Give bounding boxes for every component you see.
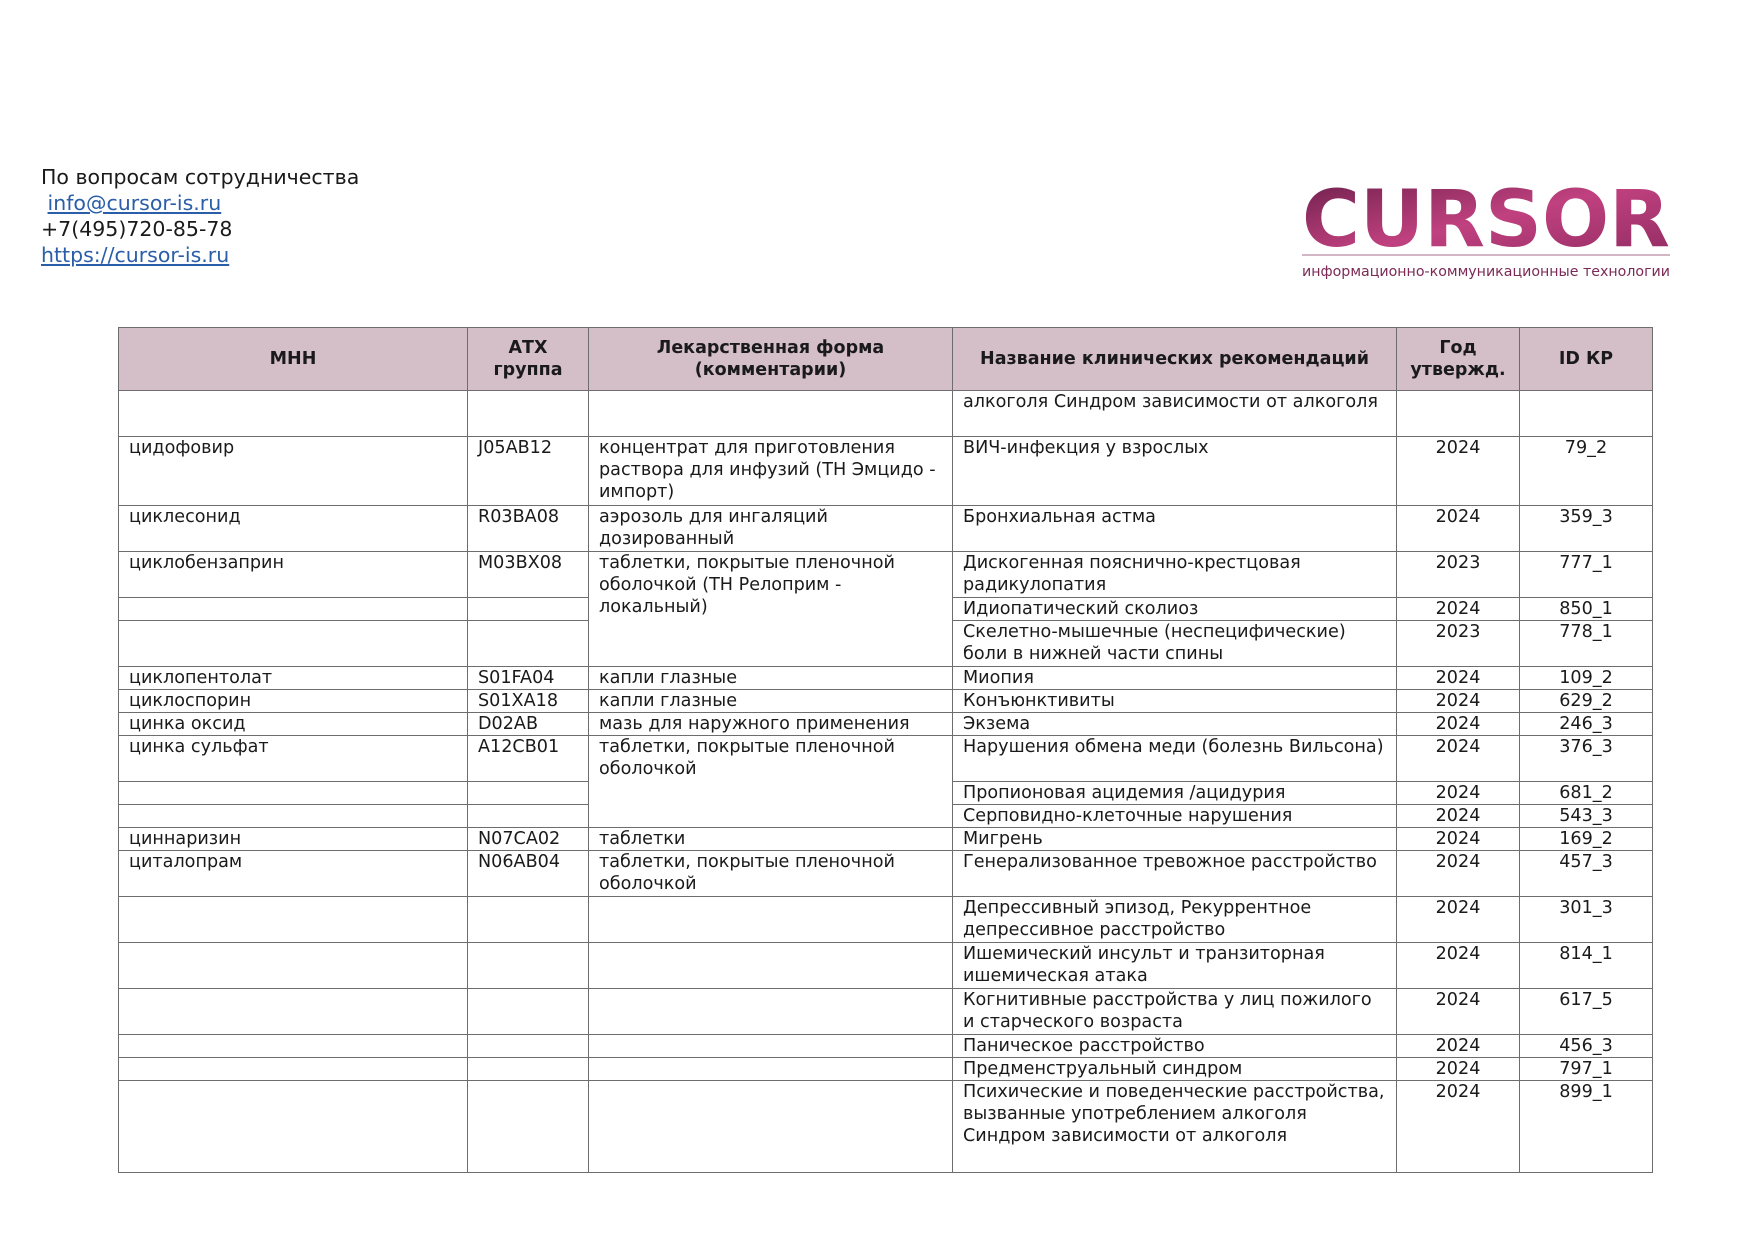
cell-year: 2023: [1397, 552, 1520, 598]
table-row: [119, 851, 1653, 897]
table-row: [119, 989, 1653, 1035]
cell-recommendation: Серповидно-клеточные нарушения: [953, 805, 1397, 828]
cell-atx: A12CB01: [468, 736, 589, 782]
cell-mnn: циклобензаприн: [119, 552, 468, 598]
contact-email-link[interactable]: info@cursor-is.ru: [47, 191, 222, 215]
cell-recommendation: Скелетно-мышечные (неспецифические) боли в нижней части спины: [953, 621, 1397, 667]
table-row: [119, 1035, 1653, 1058]
cell-id: 814_1: [1520, 943, 1653, 989]
cell-atx: [468, 782, 589, 805]
cell-recommendation: Бронхиальная астма: [953, 506, 1397, 552]
cell-form: капли глазные: [589, 667, 953, 690]
cell-year: [1397, 391, 1520, 437]
cell-year: 2024: [1397, 437, 1520, 506]
cell-atx: [468, 1058, 589, 1081]
cell-year: 2024: [1397, 1035, 1520, 1058]
cell-id: 629_2: [1520, 690, 1653, 713]
contact-site-link[interactable]: https://cursor-is.ru: [41, 243, 230, 267]
cell-year: 2024: [1397, 736, 1520, 782]
cell-year: 2024: [1397, 690, 1520, 713]
cell-atx: [468, 943, 589, 989]
cell-mnn: [119, 1058, 468, 1081]
cell-form: [589, 897, 953, 943]
cell-mnn: [119, 782, 468, 805]
table-row: [119, 391, 1653, 437]
header-atx: АТХ группа: [468, 328, 589, 391]
cell-mnn: [119, 1035, 468, 1058]
cell-year: 2024: [1397, 1058, 1520, 1081]
table-row: [119, 897, 1653, 943]
cell-year: 2024: [1397, 782, 1520, 805]
header-id: ID КР: [1520, 328, 1653, 391]
cell-year: 2024: [1397, 598, 1520, 621]
cell-mnn: цидофовир: [119, 437, 468, 506]
cell-id: 456_3: [1520, 1035, 1653, 1058]
cell-mnn: [119, 989, 468, 1035]
cell-year: 2024: [1397, 667, 1520, 690]
cell-id: 359_3: [1520, 506, 1653, 552]
cell-form: [589, 989, 953, 1035]
cell-atx: S01XA18: [468, 690, 589, 713]
cell-recommendation: Дискогенная пояснично-крестцовая радикулопатия: [953, 552, 1397, 598]
cell-form: таблетки, покрытые пленочной оболочкой: [589, 736, 953, 828]
cell-form: таблетки: [589, 828, 953, 851]
table-row: [119, 506, 1653, 552]
cell-id: 850_1: [1520, 598, 1653, 621]
header-form: Лекарственная форма (комментарии): [589, 328, 953, 391]
cell-mnn: [119, 943, 468, 989]
cell-id: [1520, 391, 1653, 437]
cell-mnn: цинка сульфат: [119, 736, 468, 782]
cell-recommendation: Ишемический инсульт и транзиторная ишемическая атака: [953, 943, 1397, 989]
cell-mnn: цинка оксид: [119, 713, 468, 736]
cell-year: 2024: [1397, 1081, 1520, 1173]
cell-id: 376_3: [1520, 736, 1653, 782]
contact-phone: +7(495)720-85-78: [41, 217, 233, 241]
cell-recommendation: ВИЧ-инфекция у взрослых: [953, 437, 1397, 506]
cell-id: 457_3: [1520, 851, 1653, 897]
table-row: [119, 1081, 1653, 1173]
cell-form: мазь для наружного применения: [589, 713, 953, 736]
contact-heading: По вопросам сотрудничества: [41, 165, 360, 189]
cell-atx: R03BA08: [468, 506, 589, 552]
cell-recommendation: Когнитивные расстройства у лиц пожилого и старческого возраста: [953, 989, 1397, 1035]
cell-form: капли глазные: [589, 690, 953, 713]
cell-form: [589, 391, 953, 437]
cell-year: 2024: [1397, 805, 1520, 828]
cell-year: 2024: [1397, 828, 1520, 851]
cell-id: 797_1: [1520, 1058, 1653, 1081]
recommendations-table: [118, 327, 1653, 1173]
cell-recommendation: Нарушения обмена меди (болезнь Вильсона): [953, 736, 1397, 782]
cell-form: таблетки, покрытые пленочной оболочкой: [589, 851, 953, 897]
cell-mnn: [119, 621, 468, 667]
cell-atx: [468, 897, 589, 943]
cell-atx: [468, 391, 589, 437]
cell-form: аэрозоль для ингаляций дозированный: [589, 506, 953, 552]
cell-id: 617_5: [1520, 989, 1653, 1035]
cursor-logo: [1302, 178, 1674, 290]
cell-id: 109_2: [1520, 667, 1653, 690]
header-recommendation: Название клинических рекомендаций: [953, 328, 1397, 391]
cell-atx: [468, 989, 589, 1035]
cell-mnn: циклесонид: [119, 506, 468, 552]
cell-id: 543_3: [1520, 805, 1653, 828]
cell-mnn: циннаризин: [119, 828, 468, 851]
cell-recommendation: Миопия: [953, 667, 1397, 690]
cell-id: 79_2: [1520, 437, 1653, 506]
cell-atx: N07CA02: [468, 828, 589, 851]
table-header-row: [119, 328, 1653, 391]
table-row: [119, 690, 1653, 713]
cell-atx: J05AB12: [468, 437, 589, 506]
cell-year: 2024: [1397, 506, 1520, 552]
cell-recommendation: Мигрень: [953, 828, 1397, 851]
table-row: [119, 713, 1653, 736]
cell-mnn: [119, 805, 468, 828]
table-row: [119, 437, 1653, 506]
cell-atx: [468, 621, 589, 667]
cell-year: 2024: [1397, 897, 1520, 943]
logo-tagline: информационно-коммуникационные технологии: [1302, 264, 1670, 280]
cell-year: 2024: [1397, 943, 1520, 989]
cell-mnn: циклоспорин: [119, 690, 468, 713]
cell-recommendation: Идиопатический сколиоз: [953, 598, 1397, 621]
cell-atx: D02AB: [468, 713, 589, 736]
table-row: [119, 552, 1653, 598]
cell-recommendation: Конъюнктивиты: [953, 690, 1397, 713]
cell-atx: [468, 598, 589, 621]
cell-mnn: [119, 897, 468, 943]
cell-id: 778_1: [1520, 621, 1653, 667]
cell-mnn: [119, 1081, 468, 1173]
logo-graphic: [1302, 178, 1674, 290]
table-row: [119, 667, 1653, 690]
header-mnn: МНН: [119, 328, 468, 391]
cell-form: [589, 1058, 953, 1081]
table-row: [119, 828, 1653, 851]
contact-block: [41, 164, 359, 268]
cell-recommendation: алкоголя Синдром зависимости от алкоголя: [953, 391, 1397, 437]
cell-atx: M03BX08: [468, 552, 589, 598]
cell-atx: S01FA04: [468, 667, 589, 690]
cell-mnn: циталопрам: [119, 851, 468, 897]
cell-atx: [468, 805, 589, 828]
cell-year: 2024: [1397, 713, 1520, 736]
cell-id: 246_3: [1520, 713, 1653, 736]
cell-recommendation: Депрессивный эпизод, Рекуррентное депрессивное расстройство: [953, 897, 1397, 943]
cell-form: [589, 1035, 953, 1058]
cell-recommendation: Пропионовая ацидемия /ацидурия: [953, 782, 1397, 805]
cell-atx: [468, 1081, 589, 1173]
cell-recommendation: Генерализованное тревожное расстройство: [953, 851, 1397, 897]
cell-id: 301_3: [1520, 897, 1653, 943]
cell-form: [589, 1081, 953, 1173]
cell-mnn: циклопентолат: [119, 667, 468, 690]
table-row: [119, 1058, 1653, 1081]
cell-form: [589, 943, 953, 989]
cell-year: 2023: [1397, 621, 1520, 667]
cell-mnn: [119, 598, 468, 621]
cell-atx: N06AB04: [468, 851, 589, 897]
cell-id: 681_2: [1520, 782, 1653, 805]
cell-id: 899_1: [1520, 1081, 1653, 1173]
cell-year: 2024: [1397, 989, 1520, 1035]
cell-form: концентрат для приготовления раствора для инфузий (ТН Эмцидо - импорт): [589, 437, 953, 506]
cell-atx: [468, 1035, 589, 1058]
logo-wordmark: CURSOR: [1302, 178, 1670, 265]
cell-year: 2024: [1397, 851, 1520, 897]
cell-recommendation: Экзема: [953, 713, 1397, 736]
cell-form: таблетки, покрытые пленочной оболочкой (ТН Релоприм - локальный): [589, 552, 953, 667]
table-row: [119, 736, 1653, 782]
table-row: [119, 943, 1653, 989]
cell-recommendation: Предменструальный синдром: [953, 1058, 1397, 1081]
header-year: Год утвержд.: [1397, 328, 1520, 391]
cell-id: 777_1: [1520, 552, 1653, 598]
cell-recommendation: Психические и поведенческие расстройства, вызванные употреблением алкоголя Синдром зависимости от алкоголя: [953, 1081, 1397, 1173]
cell-mnn: [119, 391, 468, 437]
cell-recommendation: Паническое расстройство: [953, 1035, 1397, 1058]
cell-id: 169_2: [1520, 828, 1653, 851]
